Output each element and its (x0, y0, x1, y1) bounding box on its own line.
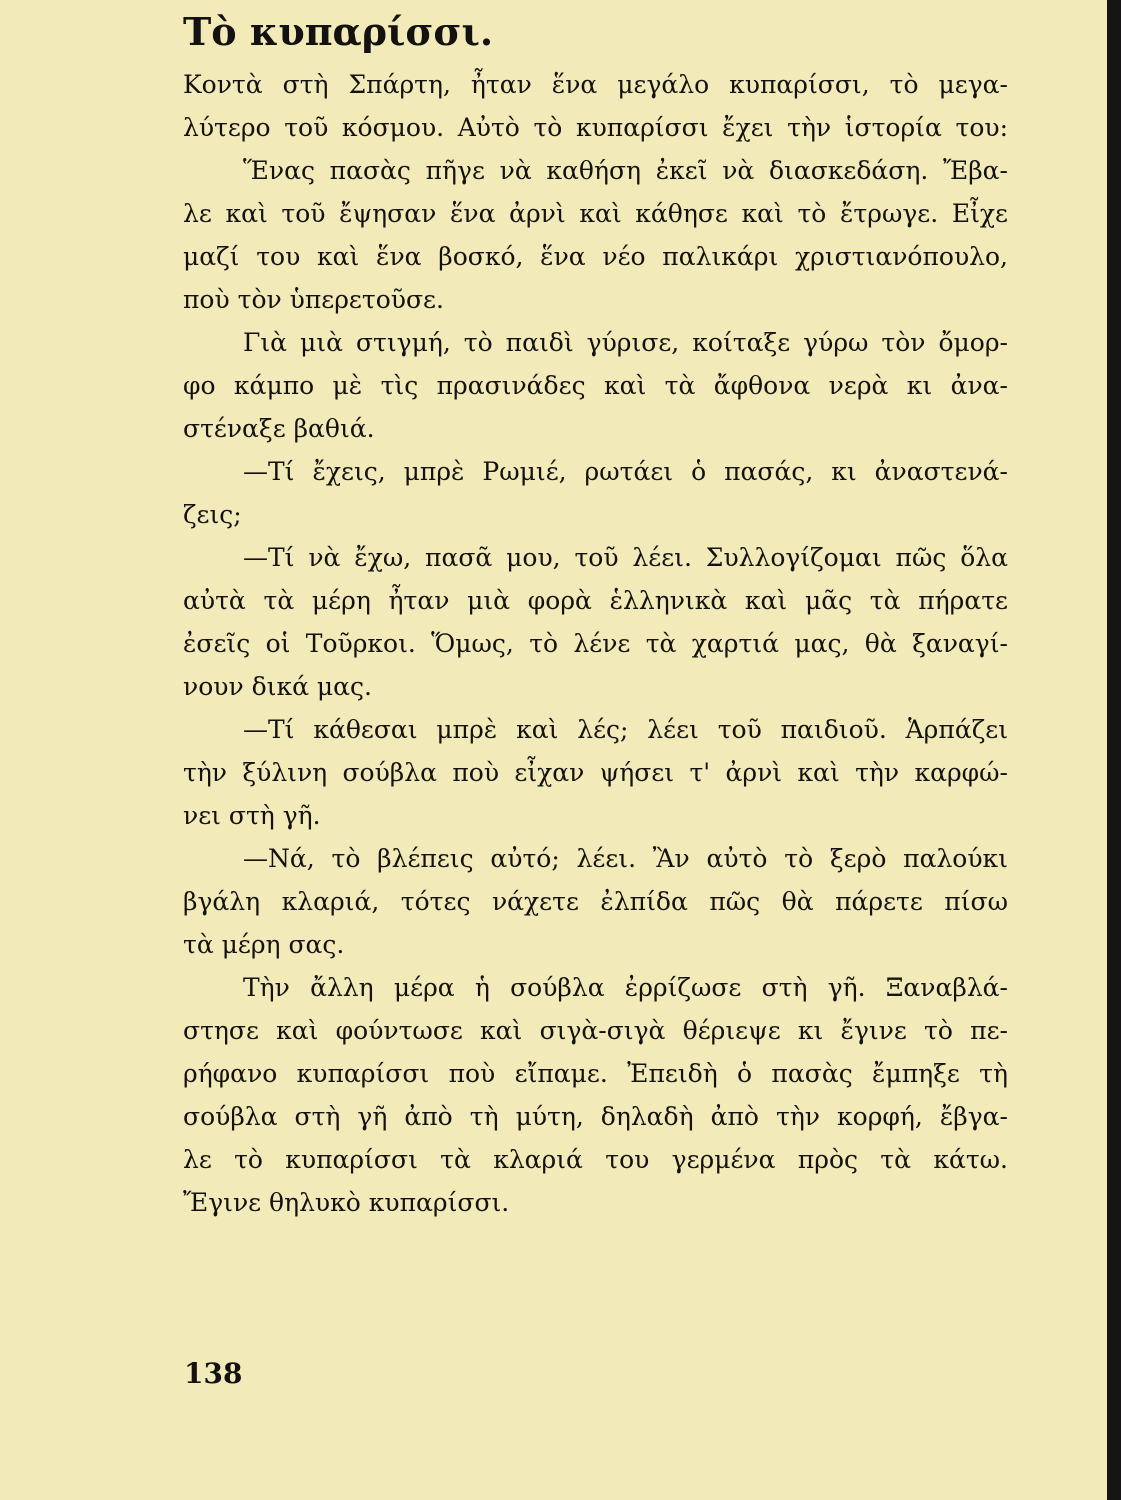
text-line: —Νά, τὸ βλέπεις αὐτό; λέει. Ἂν αὐτὸ τὸ ξερὸ παλούκι (243, 844, 1008, 873)
text-line: φο κάμπο μὲ τὶς πρασινάδες καὶ τὰ ἄφθονα νερὰ κι ἀνα- (183, 371, 1008, 400)
text-line: ἐσεῖς οἱ Τοῦρκοι. Ὅμως, τὸ λένε τὰ χαρτιά μας, θὰ ξαναγί- (183, 629, 1008, 658)
text-line: στησε καὶ φούντωσε καὶ σιγὰ-σιγὰ θέριεψε κι ἔγινε τὸ πε- (183, 1016, 1008, 1045)
text-line: ποὺ τὸν ὑπερετοῦσε. (183, 285, 444, 314)
text-line: Ἕνας πασὰς πῆγε νὰ καθήση ἐκεῖ νὰ διασκεδάση. Ἔβα- (243, 156, 1008, 185)
text-line: —Τί ἔχεις, μπρὲ Ρωμιέ, ρωτάει ὁ πασάς, κι ἀναστενά- (243, 457, 1008, 486)
text-line: ρήφανο κυπαρίσσι ποὺ εἴπαμε. Ἐπειδὴ ὁ πασὰς ἔμπηξε τὴ (183, 1059, 1008, 1088)
text-line: Κοντὰ στὴ Σπάρτη, ἦταν ἕνα μεγάλο κυπαρίσσι, τὸ μεγα- (183, 70, 1008, 99)
text-line: λε καὶ τοῦ ἔψησαν ἕνα ἀρνὶ καὶ κάθησε καὶ τὸ ἔτρωγε. Εἶχε (183, 199, 1008, 228)
page-edge-shadow (1107, 0, 1121, 1500)
text-line: —Τί κάθεσαι μπρὲ καὶ λές; λέει τοῦ παιδιοῦ. Ἁρπάζει (243, 715, 1008, 744)
text-line: Ἔγινε θηλυκὸ κυπαρίσσι. (183, 1188, 510, 1217)
text-line: Τὴν ἄλλη μέρα ἡ σούβλα ἐρρίζωσε στὴ γῆ. Ξαναβλά- (243, 973, 1008, 1002)
text-line: τὴν ξύλινη σούβλα ποὺ εἶχαν ψήσει τ' ἀρνὶ καὶ τὴν καρφώ- (183, 758, 1008, 787)
text-line: —Τί νὰ ἔχω, πασᾶ μου, τοῦ λέει. Συλλογίζομαι πῶς ὅλα (243, 543, 1008, 572)
text-line: στέναξε βαθιά. (183, 414, 375, 443)
text-line: μαζί του καὶ ἕνα βοσκό, ἕνα νέο παλικάρι χριστιανόπουλο, (183, 242, 1008, 271)
text-line: λύτερο τοῦ κόσμου. Αὐτὸ τὸ κυπαρίσσι ἔχει τὴν ἱστορία του: (183, 113, 1008, 142)
text-line: αὐτὰ τὰ μέρη ἦταν μιὰ φορὰ ἑλληνικὰ καὶ μᾶς τὰ πήρατε (183, 586, 1008, 615)
text-line: ζεις; (183, 500, 242, 529)
text-line: νουν δικά μας. (183, 672, 372, 701)
text-line: Γιὰ μιὰ στιγμή, τὸ παιδὶ γύρισε, κοίταξε γύρω τὸν ὄμορ- (243, 328, 1008, 357)
text-line: σούβλα στὴ γῆ ἀπὸ τὴ μύτη, δηλαδὴ ἀπὸ τὴν κορφή, ἔβγα- (183, 1102, 1008, 1131)
page-number: 138 (184, 1357, 243, 1390)
chapter-title: Τὸ κυπαρίσσι. (183, 9, 494, 54)
text-line: νει στὴ γῆ. (183, 801, 321, 830)
text-line: λε τὸ κυπαρίσσι τὰ κλαριά του γερμένα πρὸς τὰ κάτω. (183, 1145, 1008, 1174)
text-line: βγάλη κλαριά, τότες νάχετε ἐλπίδα πῶς θὰ πάρετε πίσω (183, 887, 1008, 916)
text-line: τὰ μέρη σας. (183, 930, 345, 959)
